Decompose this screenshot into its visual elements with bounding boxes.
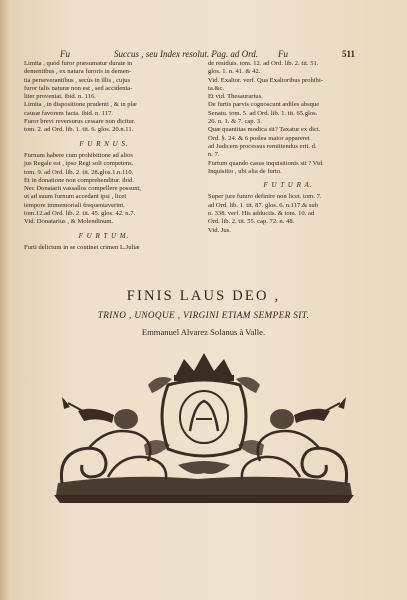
finis-laus-deo: FINIS LAUS DEO , [126,288,281,304]
index-line: Inquisitio , ubi alia de furto. [208,167,282,175]
index-line: jus Regale est , ipso Regi soli competens. [24,160,134,168]
right-top-entries [208,60,368,176]
index-line: De furtis parvis cognoscunt ædiles absque [208,101,320,109]
index-line: Vid. Donatarius , & Molendinum. [24,218,114,226]
index-line: tom. 2. ad Ord. lib. 1. tit. 6. glos. 20.n.11. [24,126,134,134]
trino-line: TRINO , UNOQUE , VIRGINI ETIAM SEMPER SIT. [97,310,310,320]
index-line: furor talis naturæ non est , sed accidenta- [24,84,133,92]
index-line: causæ favorem facta. ibid. n. 117. [24,109,113,117]
index-line: Et in donatione non comprehenditur. ibid. [24,176,135,184]
page-number: 511 [342,49,356,59]
left-top-entries [24,60,184,135]
index-line: Furti delictum in se continet crimen L.Juliæ [24,243,140,251]
index-line: Nec Donatarii vassallos compellere possunt, [24,185,142,193]
index-line: Furtum quando casus inquisitionis sit ? Vid. [208,159,324,167]
index-line: Vid. Exaltor. verf. Qua Exaltoribus prohibi- [208,76,323,84]
left-column [24,60,184,252]
right-bottom-entries [208,193,368,234]
right-column [208,60,368,235]
author-line: Emmanuel Alvarez Solanus à Valle. [141,327,266,337]
header-left-word: Fu [60,49,70,59]
index-line: Furnum habere cum prohibitione ad alios [24,151,133,159]
index-line: tom.12.ad Ord. lib. 2. tit. 45. glos. 42. n.7. [24,210,136,218]
header-title: Succus , seu Index resolut. Pag. ad Ord. [114,49,259,59]
index-line: n. 7. [208,151,220,159]
index-line: de residuis. tom. 12. ad Ord. lib. 2. tit. 51. [208,60,319,67]
left-bottom-entries [24,244,184,252]
running-header [60,48,360,60]
heading-furnus: F U R N U S. [79,139,129,148]
index-line: Limita , in dispositione prudenti , & in plæ [24,101,137,109]
index-line: ad Ord. lib. 1. tit. 87. glos. 6. n.117.& sub [208,201,319,209]
header-right-word: Fu [278,49,288,59]
index-line: tom. 9. ad Ord. lib. 2. tit. 28.glos.1.n.110. [24,168,134,176]
index-line: Ord. lib. 2. tit. 55. cap. 72. n. 48. [208,218,295,226]
index-line: Senatu. tom. 5. ad Ord. lib. 1. tit. 65.glos. [208,109,318,117]
index-line: Limita , quòd furor præsumatur durate in [24,60,133,67]
heading-furtum: F U R T U M. [78,231,130,240]
index-line: Super jure futuro definire non licet. tom. 7. [208,193,322,201]
index-line: Ord. §. 24. & 6 poslea maior appareret [208,134,310,142]
left-mid-entries [24,152,184,227]
index-line: ad Judicem processus remittendus erit. d. [208,142,317,150]
baroque-woodcut-ornament-icon [48,345,360,505]
index-line: glos. 1. n. 41. & 42. [208,68,261,76]
heading-futura: F U T U R A. [263,181,313,190]
index-line: 26. n. 1. & 7. cap. 3. [208,118,262,126]
index-line: dementibus , ex natura furoris in demen- [24,68,132,76]
index-line: ta.&c. [208,84,225,92]
index-line: Quæ quantitas modica sit? Taxatur ex dict. [208,126,321,134]
index-line: liter proveniat. ibid. n. 116. [24,93,96,101]
index-line: Et vid. Thesaurarius. [208,93,263,101]
index-line: tempore immemoriali frequentaverint. [24,201,125,209]
index-line: Vid. Jus. [208,226,231,234]
index-line: ut ad suum furnum accedant ipsi , licet [24,193,127,201]
index-line: tia perseverantibus , secùs in illis , cujus [24,76,131,84]
index-line: Furor brevi reversurus cessare non dicitur. [24,118,136,126]
index-line: n. 338. verf. His adductis. & tom. 10. ad [208,210,315,218]
